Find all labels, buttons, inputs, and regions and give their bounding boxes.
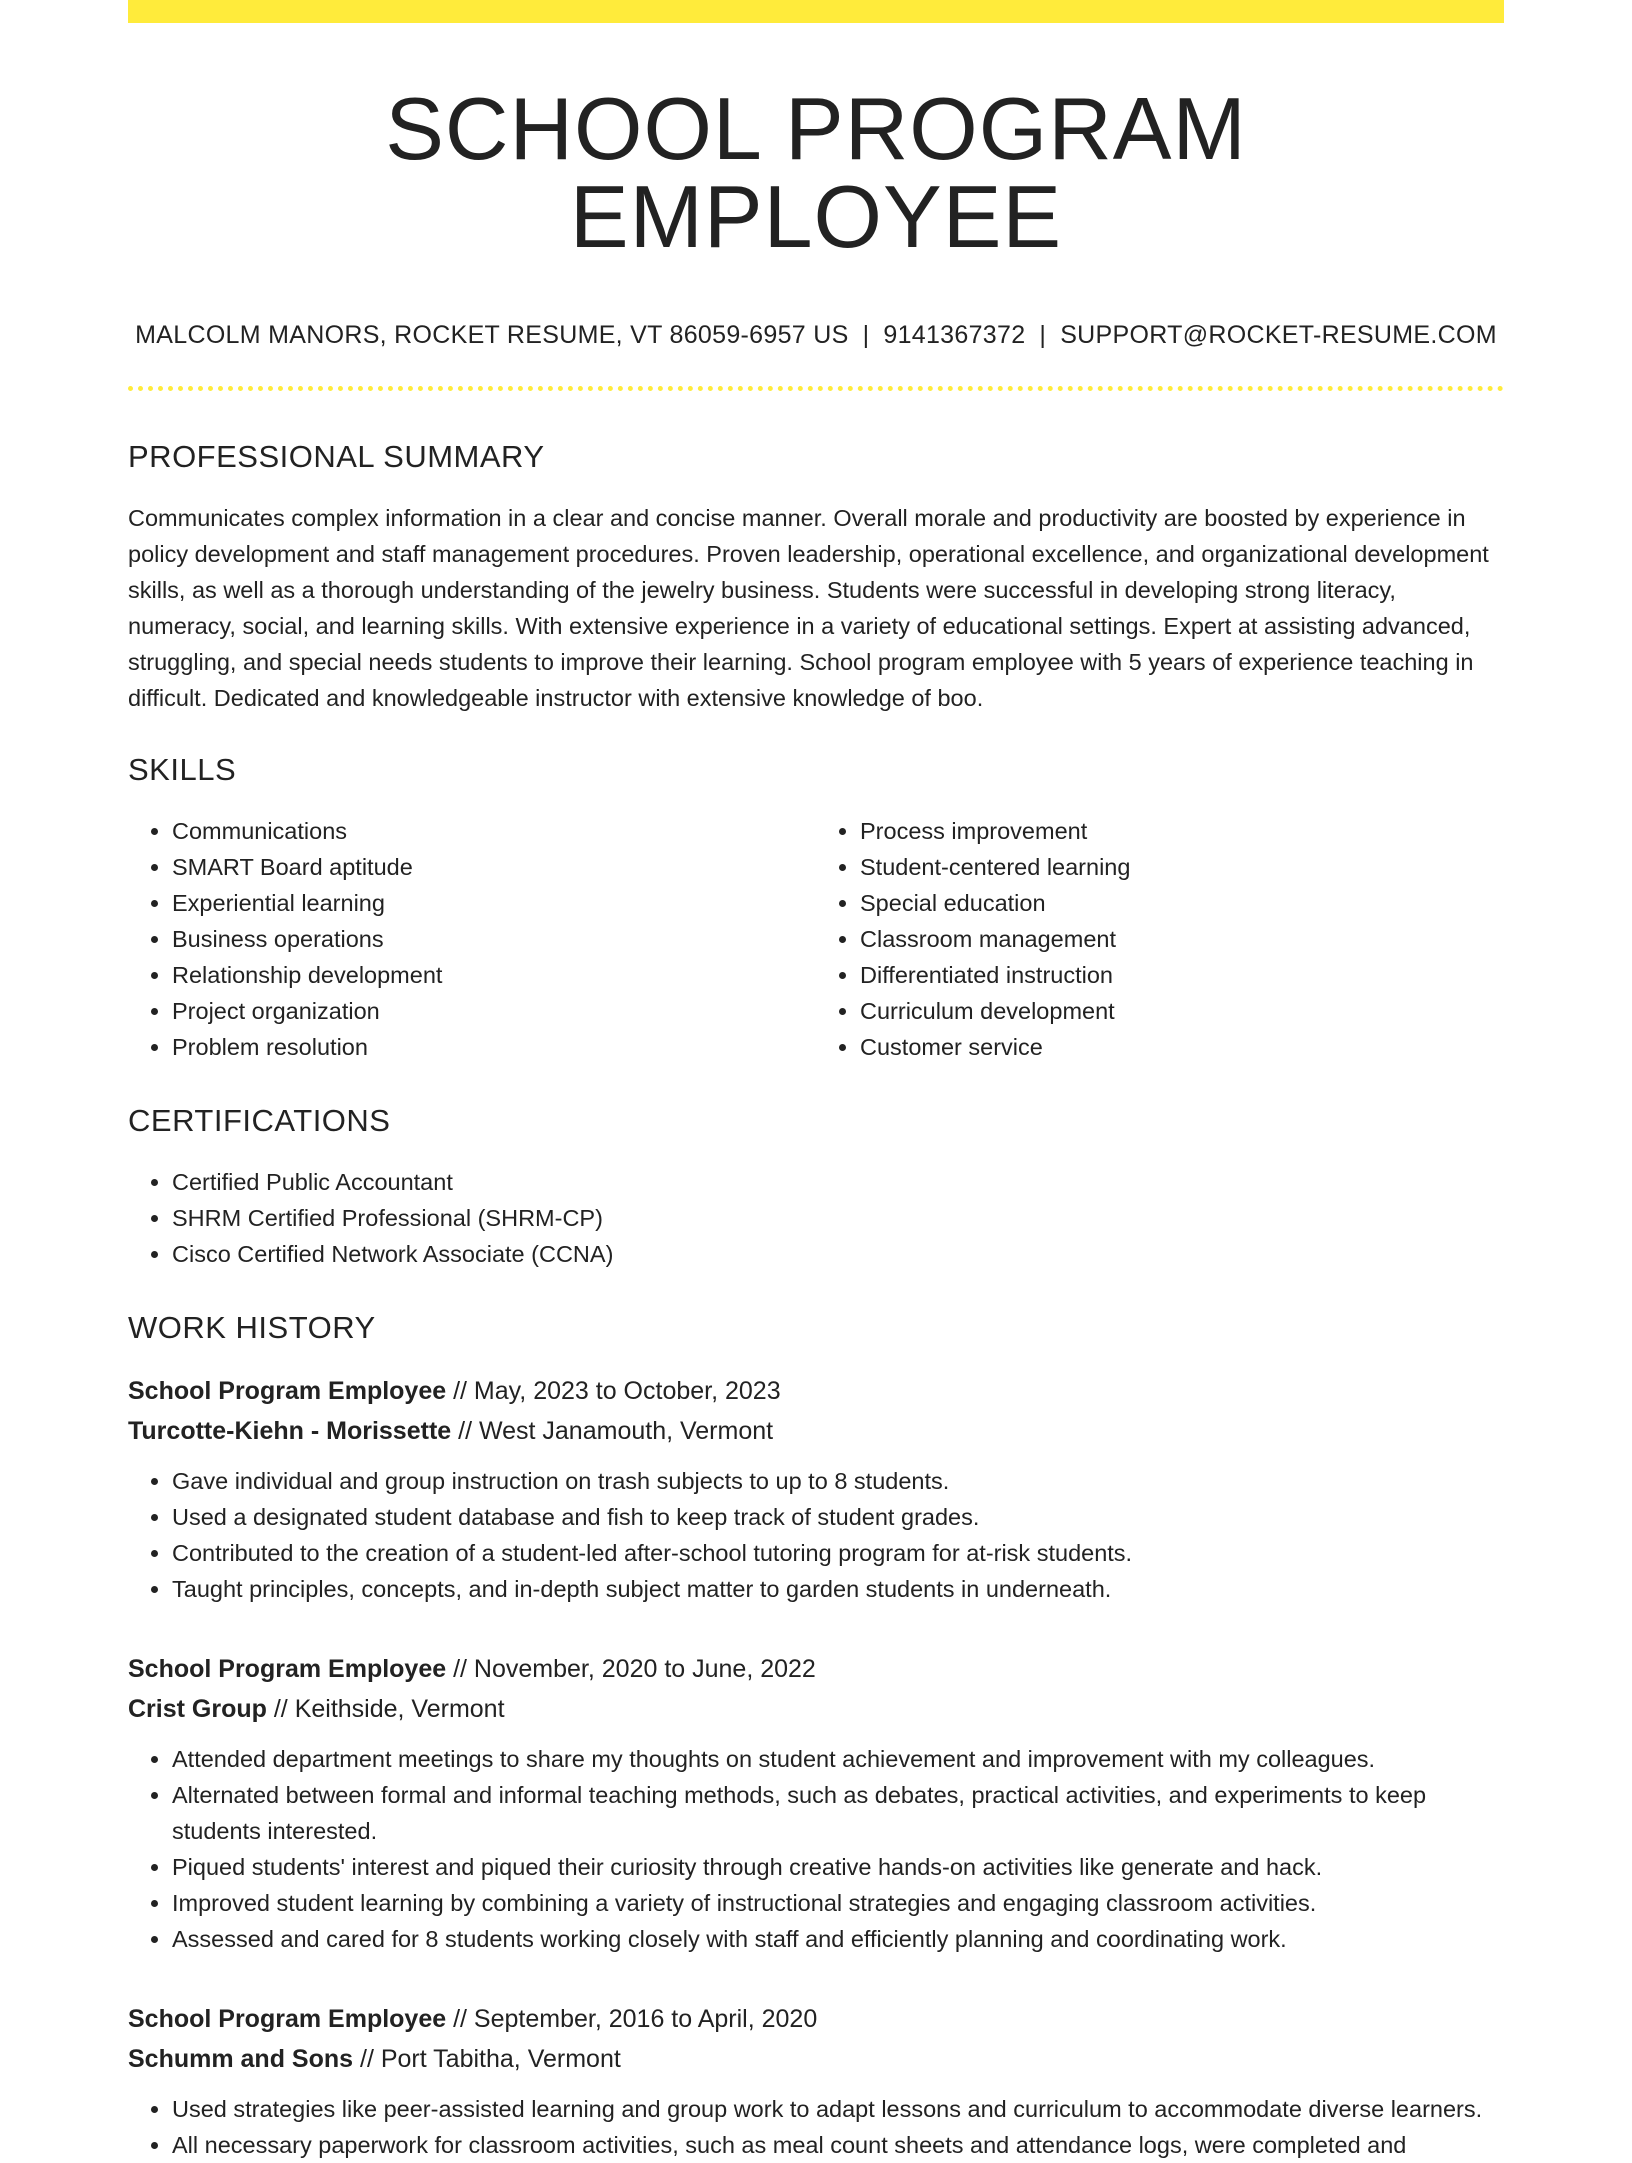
certifications-heading: CERTIFICATIONS [128, 1103, 391, 1138]
job-company-line [128, 2039, 1504, 2079]
skill-item: • Experiential learning [172, 885, 816, 921]
job-company: Turcotte-Kiehn - Morissette [128, 1417, 452, 1445]
contact-separator: | [862, 321, 870, 349]
job-entry [128, 1649, 1504, 1957]
dotted-divider [128, 386, 1504, 391]
job-bullet: • Assessed and cared for 8 students working closely with staff and efficiently planning and coordinating work. [172, 1921, 1504, 1957]
resume-page [128, 0, 1504, 2163]
skill-item: • Student-centered learning [860, 849, 1504, 885]
skill-item: • Special education [860, 885, 1504, 921]
job-company-line [128, 1689, 1504, 1729]
certification-item: • Certified Public Accountant [172, 1164, 1504, 1200]
job-location: // Keithside, Vermont [273, 1695, 505, 1723]
job-location: // Port Tabitha, Vermont [360, 2045, 621, 2073]
job-role: School Program Employee [128, 2005, 447, 2033]
work-history-heading: WORK HISTORY [128, 1310, 376, 1345]
skills-list-right [816, 813, 1504, 1065]
skill-item: • SMART Board aptitude [172, 849, 816, 885]
job-bullet: • Piqued students' interest and piqued their curiosity through creative hands-on activities like generate and hack. [172, 1849, 1504, 1885]
job-location: // West Janamouth, Vermont [458, 1417, 774, 1445]
job-bullet: • Alternated between formal and informal teaching methods, such as debates, practical activities, and experiments to keep students interested. [172, 1777, 1504, 1849]
summary-heading: PROFESSIONAL SUMMARY [128, 439, 545, 474]
job-role: School Program Employee [128, 1655, 447, 1683]
job-dates: // November, 2020 to June, 2022 [453, 1655, 816, 1683]
job-company: Schumm and Sons [128, 2045, 354, 2073]
job-bullet: • Used strategies like peer-assisted learning and group work to adapt lessons and curriculum to accommodate diverse learners. [172, 2091, 1504, 2127]
contact-info [128, 323, 1504, 348]
job-bullet: • Contributed to the creation of a student-led after-school tutoring program for at-risk students. [172, 1535, 1504, 1571]
summary-text: Communicates complex information in a clear and concise manner. Overall morale and productivity are boosted by experience in policy development and staff management procedures. Proven leadership, operational excellence, and organizational development skills, as well as a thorough understanding of the jewelry business. Students were successful in developing strong literacy, numeracy, social, and learning skills. With extensive experience in a variety of educational settings. Expert at assisting advanced, struggling, and special needs students to improve their learning. School program employee with 5 years of experience teaching in difficult. Dedicated and knowledgeable instructor with extensive knowledge of boo. [128, 505, 1489, 711]
contact-email: SUPPORT@ROCKET-RESUME.COM [1060, 321, 1497, 349]
contact-phone: 9141367372 [883, 321, 1026, 349]
skill-item: • Differentiated instruction [860, 957, 1504, 993]
job-bullet: • Taught principles, concepts, and in-depth subject matter to garden students in underneath. [172, 1571, 1504, 1607]
job-entry [128, 1999, 1504, 2163]
skills-columns [128, 813, 1504, 1065]
contact-address: MALCOLM MANORS, ROCKET RESUME, VT 86059-6957 US [135, 321, 849, 349]
certifications-list [128, 1164, 1504, 1272]
skill-item: • Curriculum development [860, 993, 1504, 1029]
certification-item: • Cisco Certified Network Associate (CCNA) [172, 1236, 1504, 1272]
job-bullets [128, 1741, 1504, 1957]
job-bullet: • Gave individual and group instruction on trash subjects to up to 8 students. [172, 1463, 1504, 1499]
skill-item: • Customer service [860, 1029, 1504, 1065]
skills-heading: SKILLS [128, 752, 237, 787]
skill-item: • Communications [172, 813, 816, 849]
job-title-line [128, 1649, 1504, 1689]
skill-item: • Problem resolution [172, 1029, 816, 1065]
certification-item: • SHRM Certified Professional (SHRM-CP) [172, 1200, 1504, 1236]
job-bullet: • Attended department meetings to share my thoughts on student achievement and improvement with my colleagues. [172, 1741, 1504, 1777]
job-bullet: • Used a designated student database and fish to keep track of student grades. [172, 1499, 1504, 1535]
top-accent-bar [128, 0, 1504, 23]
job-dates: // May, 2023 to October, 2023 [453, 1377, 781, 1405]
job-title-line [128, 1999, 1504, 2039]
job-bullet: • Improved student learning by combining a variety of instructional strategies and engaging classroom activities. [172, 1885, 1504, 1921]
job-bullets [128, 1463, 1504, 1607]
job-dates: // September, 2016 to April, 2020 [453, 2005, 818, 2033]
skills-list-left [128, 813, 816, 1065]
job-company-line [128, 1411, 1504, 1451]
job-role: School Program Employee [128, 1377, 447, 1405]
skill-item: • Relationship development [172, 957, 816, 993]
job-bullets [128, 2091, 1504, 2163]
job-company: Crist Group [128, 1695, 267, 1723]
skill-item: • Business operations [172, 921, 816, 957]
page-title: SCHOOL PROGRAM EMPLOYEE [385, 79, 1247, 266]
contact-separator: | [1039, 321, 1047, 349]
skill-item: • Process improvement [860, 813, 1504, 849]
skill-item: • Classroom management [860, 921, 1504, 957]
job-title-line [128, 1371, 1504, 1411]
job-bullet: • All necessary paperwork for classroom activities, such as meal count sheets and attendance logs, were completed and [172, 2127, 1504, 2163]
job-entry [128, 1371, 1504, 1607]
skill-item: • Project organization [172, 993, 816, 1029]
